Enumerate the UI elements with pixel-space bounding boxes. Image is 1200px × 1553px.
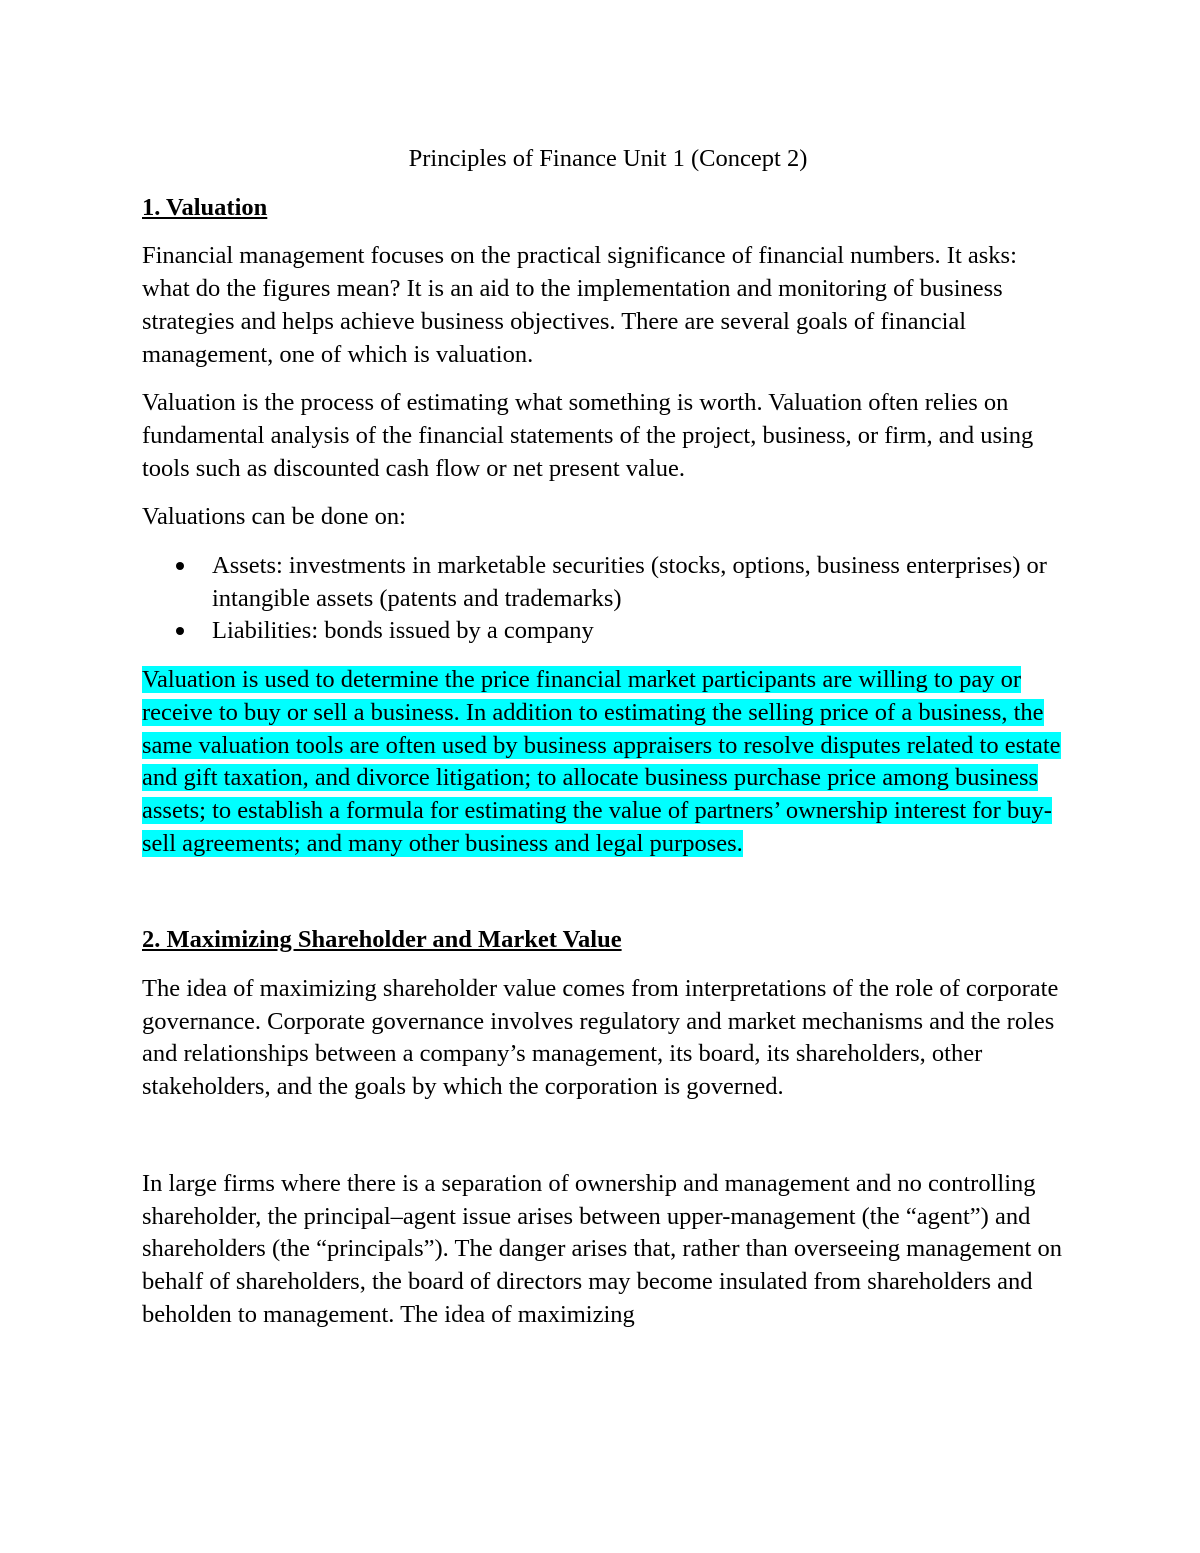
blank-line (142, 1120, 1062, 1168)
section-1-paragraph-2: Valuation is the process of estimating what something is worth. Valuation often relies on fundamental analysis of the financial statements of the project, business, or firm, and using tools such as discounted cash flow or net present value. (142, 389, 1034, 482)
section-1-paragraph-1: Financial management focuses on the practical significance of financial numbers. It asks: what do the figures mean? It is an aid to the implementation and monitoring of business strategies and helps achieve business objectives. There are several goals of financial management, one of which is valuation. (142, 242, 1017, 368)
document-body (142, 143, 1062, 1347)
bullet-icon (176, 627, 184, 635)
section-2-paragraph-1: The idea of maximizing shareholder value comes from interpretations of the role of corporate governance. Corporate governance involves regulatory and market mechanisms and the roles and relationships between a company’s management, its board, its shareholders, other stakeholders, and the goals by which the corporation is governed. (142, 975, 1059, 1101)
document-title: Principles of Finance Unit 1 (Concept 2) (408, 145, 808, 172)
list-item-text: Liabilities: bonds issued by a company (212, 617, 594, 645)
list-item (142, 550, 1062, 615)
blank-line (142, 876, 1062, 924)
section-2-paragraph-2: In large firms where there is a separation of ownership and management and no controlling shareholder, the principal–agent issue arises between upper-management (the “agent”) and shareholders (the “principals”). The danger arises that, rather than overseeing management on behalf of shareholders, the board of directors may become insulated from shareholders and beholden to management. The idea of maximizing (142, 1169, 1062, 1328)
section-1-paragraph-3: Valuations can be done on: (142, 503, 406, 531)
valuation-bullet-list (142, 550, 1062, 648)
highlighted-text: Valuation is used to determine the price financial market participants are willing to pay or receive to buy or sell a business. In addition to estimating the selling price of a business, the same valuation tools are often used by business appraisers to resolve disputes related to estate and gift taxation, and divorce litigation; to allocate business purchase price among business assets; to establish a formula for estimating the value of partners’ ownership interest for buy-sell agreements; and many other business and legal purposes. (142, 666, 1061, 857)
section-1-heading: 1. Valuation (142, 193, 268, 221)
section-2-heading: 2. Maximizing Shareholder and Market Value (142, 926, 622, 954)
highlighted-paragraph (142, 664, 1062, 860)
list-item-text: Assets: investments in marketable securities (stocks, options, business enterprises) or intangible assets (patents and trademarks) (212, 552, 1047, 612)
list-item (142, 615, 1062, 648)
bullet-icon (176, 562, 184, 570)
